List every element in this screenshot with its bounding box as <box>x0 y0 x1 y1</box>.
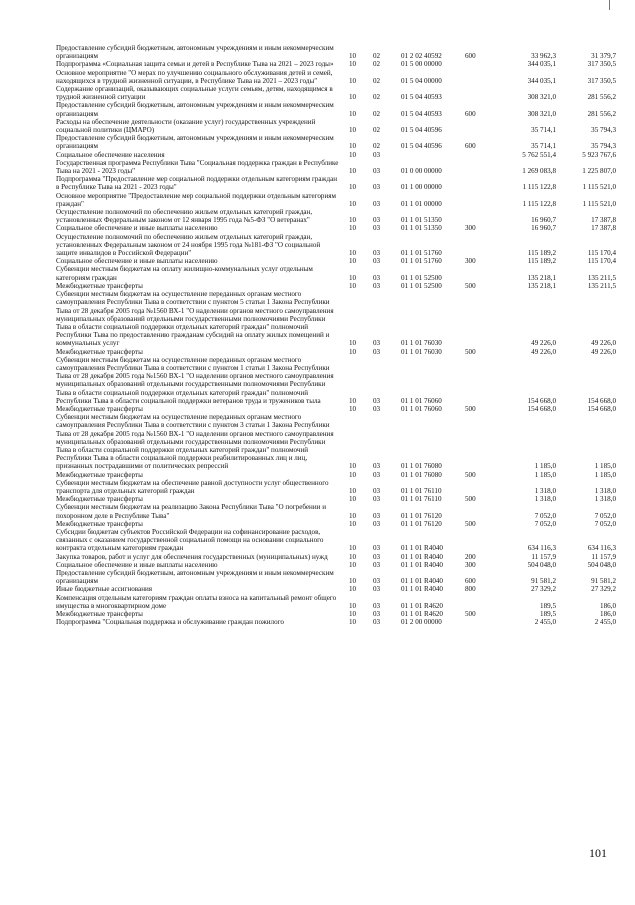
table-row <box>56 265 616 281</box>
row-subsection: 03 <box>373 199 381 208</box>
row-sum-year-2: 35 794,3 <box>591 126 616 135</box>
row-sum-year-2: 11 157,9 <box>591 552 616 561</box>
row-sum-year-2: 504 048,0 <box>587 560 616 569</box>
row-sum-year-1: 1 318,0 <box>534 495 556 504</box>
row-sum-year-1: 1 318,0 <box>534 486 556 495</box>
row-name: Основное мероприятие "О мерах по улучшению социального обслуживания детей и семей, находящихся в трудной жизненной ситуации, в Республике Тыва на 2021 – 2023 годы" <box>56 68 333 85</box>
row-sum-year-2: 634 116,3 <box>587 544 616 553</box>
table-row <box>56 495 616 503</box>
row-name: Подпрограмма "Социальная поддержка и обслуживание граждан пожилого <box>56 618 284 627</box>
row-name: Социальное обеспечение и иные выплаты населению <box>56 257 218 266</box>
row-section: 10 <box>349 396 357 405</box>
table-row <box>56 569 616 585</box>
row-name: Межбюджетные трансферты <box>56 495 143 504</box>
row-sum-year-1: 5 762 551,4 <box>522 150 556 159</box>
table-row <box>56 224 616 232</box>
row-name: Субвенции местным бюджетам на оплату жилищно-коммунальных услуг отдельным категориям граждан <box>56 265 313 282</box>
row-name: Осуществление полномочий по обеспечению жильем отдельных категорий граждан, установленных Федеральным законом от 12 января 1995 года №5-ФЗ "О ветеранах" <box>56 208 313 225</box>
table-row <box>56 503 616 519</box>
row-sum-year-2: 27 329,2 <box>591 585 616 594</box>
row-sum-year-2: 1 318,0 <box>594 495 616 504</box>
row-sum-year-1: 1 115 122,8 <box>522 183 556 192</box>
table-row <box>56 413 616 470</box>
row-subsection: 02 <box>373 126 381 135</box>
row-subsection: 03 <box>373 396 381 405</box>
row-sum-year-1: 154 668,0 <box>527 404 556 413</box>
row-expense-type: 300 <box>465 560 476 569</box>
row-section: 10 <box>349 404 357 413</box>
row-sum-year-1: 504 048,0 <box>527 560 556 569</box>
row-sum-year-2: 186,0 <box>600 610 616 619</box>
row-name: Закупка товаров, работ и услуг для обеспечения государственных (муниципальных) нужд <box>56 552 328 561</box>
row-sum-year-1: 16 960,7 <box>531 224 556 233</box>
row-sum-year-1: 33 962,3 <box>531 52 556 61</box>
row-target-article: 01 0 00 00000 <box>401 167 442 176</box>
row-sum-year-2: 186,0 <box>600 601 616 610</box>
row-target-article: 01 1 01 51350 <box>401 216 442 225</box>
row-name: Предоставление субсидий бюджетным, автономным учреждениям и иным некоммерческим организациям <box>56 569 334 586</box>
row-section: 10 <box>349 257 357 266</box>
row-name: Предоставление субсидий бюджетным, автономным учреждениям и иным некоммерческим организациям <box>56 101 334 118</box>
row-expense-type: 300 <box>465 257 476 266</box>
row-sum-year-1: 115 189,2 <box>527 249 556 258</box>
table-row <box>56 405 616 413</box>
row-target-article: 01 1 01 51760 <box>401 249 442 258</box>
row-subsection: 03 <box>373 224 381 233</box>
row-subsection: 02 <box>373 60 381 69</box>
row-target-article: 01 1 01 52500 <box>401 273 442 282</box>
row-sum-year-1: 135 218,1 <box>527 281 556 290</box>
row-target-article: 01 1 01 R4040 <box>401 585 443 594</box>
row-sum-year-2: 317 350,5 <box>587 76 616 85</box>
row-sum-year-1: 1 269 083,8 <box>522 167 556 176</box>
row-expense-type: 500 <box>465 404 476 413</box>
row-section: 10 <box>349 347 357 356</box>
row-name: Субвенции местным бюджетам на реализацию Закона Республики Тыва "О погребении и похоронном деле в Республике Тыва" <box>56 503 326 520</box>
row-section: 10 <box>349 610 357 619</box>
row-sum-year-2: 35 794,3 <box>591 142 616 151</box>
budget-table <box>56 44 616 626</box>
row-target-article: 01 1 01 R4040 <box>401 552 443 561</box>
row-target-article: 01 1 01 76110 <box>401 495 442 504</box>
row-subsection: 03 <box>373 495 381 504</box>
row-sum-year-1: 2 455,0 <box>534 618 556 627</box>
row-sum-year-2: 154 668,0 <box>587 396 616 405</box>
table-row <box>56 479 616 495</box>
row-name: Субвенции местным бюджетам на осуществление переданных органам местного самоуправления Республики Тыва в соответствии с пунктом 3 статьи 1 Закона Республики Тыва от 28 декабря 2005 года №1560 ВХ-1 "О наделении органов местного самоуправления муниципальных образований отдельными государственными полномочиями Республики Тыва в области социальной поддержки отдельных категорий граждан" полномочий Республики Тыва в области социальной поддержки реабилитированных лиц и лиц, признанных пострадавшими от политических репрессий <box>56 413 334 471</box>
row-target-article: 01 1 01 76060 <box>401 396 442 405</box>
row-target-article: 01 1 01 76120 <box>401 519 442 528</box>
table-row <box>56 85 616 101</box>
row-sum-year-2: 115 170,4 <box>587 257 616 266</box>
row-subsection: 02 <box>373 109 381 118</box>
row-expense-type: 500 <box>465 470 476 479</box>
row-name: Субвенции местным бюджетам на осуществление переданных органам местного самоуправления Республики Тыва в соответствии с пунктом 1 статьи 1 Закона Республики Тыва от 28 декабря 2005 года №1560 ВХ-1 "О наделении органов местного самоуправления муниципальных образований отдельными государственными полномочиями Республики Тыва в области социальной поддержки отдельных категорий граждан" полномочий Республики Тыва в области социальной поддержки ветеранов труда и тружеников тыла <box>56 355 334 405</box>
row-subsection: 03 <box>373 249 381 258</box>
row-sum-year-1: 1 115 122,8 <box>522 199 556 208</box>
row-subsection: 03 <box>373 552 381 561</box>
row-target-article: 01 1 01 76110 <box>401 486 442 495</box>
row-sum-year-2: 7 052,0 <box>594 519 616 528</box>
row-sum-year-1: 308 321,0 <box>527 93 556 102</box>
row-subsection: 03 <box>373 560 381 569</box>
row-subsection: 03 <box>373 601 381 610</box>
row-sum-year-1: 49 226,0 <box>531 339 556 348</box>
row-name: Межбюджетные трансферты <box>56 470 143 479</box>
row-subsection: 03 <box>373 577 381 586</box>
row-sum-year-1: 344 035,1 <box>527 60 556 69</box>
table-row <box>56 175 616 191</box>
row-subsection: 03 <box>373 470 381 479</box>
row-sum-year-2: 1 115 521,0 <box>582 199 616 208</box>
row-subsection: 02 <box>373 93 381 102</box>
row-sum-year-2: 5 923 767,6 <box>582 150 616 159</box>
row-expense-type: 600 <box>465 142 476 151</box>
row-expense-type: 500 <box>465 610 476 619</box>
row-sum-year-2: 317 350,5 <box>587 60 616 69</box>
row-sum-year-1: 11 157,9 <box>531 552 556 561</box>
table-row <box>56 208 616 224</box>
row-section: 10 <box>349 249 357 258</box>
table-row <box>56 553 616 561</box>
row-subsection: 03 <box>373 610 381 619</box>
row-name: Подпрограмма «Социальная защита семьи и детей в Республике Тыва на 2021 – 2023 годы» <box>56 60 334 69</box>
row-target-article: 01 5 04 40593 <box>401 93 442 102</box>
row-sum-year-1: 27 329,2 <box>531 585 556 594</box>
row-subsection: 03 <box>373 544 381 553</box>
row-section: 10 <box>349 511 357 520</box>
row-target-article: 01 1 01 52500 <box>401 281 442 290</box>
row-target-article: 01 1 01 R4040 <box>401 577 443 586</box>
row-section: 10 <box>349 93 357 102</box>
row-name: Субвенции местным бюджетам на обеспечение равной доступности услуг общественного транспорта для отдельных категорий граждан <box>56 478 329 495</box>
row-subsection: 03 <box>373 618 381 627</box>
row-name: Расходы на обеспечение деятельности (оказание услуг) государственных учреждений социальной политики (ЦМАРО) <box>56 117 316 135</box>
row-target-article: 01 1 01 51350 <box>401 224 442 233</box>
row-sum-year-1: 7 052,0 <box>534 519 556 528</box>
row-name: Межбюджетные трансферты <box>56 610 143 619</box>
row-section: 10 <box>349 126 357 135</box>
row-subsection: 03 <box>373 519 381 528</box>
row-sum-year-2: 1 318,0 <box>594 486 616 495</box>
row-sum-year-1: 7 052,0 <box>534 511 556 520</box>
row-section: 10 <box>349 552 357 561</box>
row-sum-year-2: 135 211,5 <box>587 273 616 282</box>
row-target-article: 01 5 04 40593 <box>401 109 442 118</box>
row-section: 10 <box>349 216 357 225</box>
row-sum-year-1: 189,5 <box>540 610 556 619</box>
row-sum-year-1: 135 218,1 <box>527 273 556 282</box>
row-sum-year-2: 1 225 807,0 <box>582 167 616 176</box>
row-name: Субсидии бюджетам субъектов Российской Федерации на софинансирование расходов, связанных с оказанием государственной социальной помощи на основании социального контракта отдельным категориям граждан <box>56 527 324 553</box>
row-subsection: 03 <box>373 585 381 594</box>
table-row <box>56 610 616 618</box>
row-target-article: 01 1 01 R4620 <box>401 601 443 610</box>
table-row <box>56 282 616 290</box>
table-row <box>56 561 616 569</box>
table-row <box>56 348 616 356</box>
row-section: 10 <box>349 462 357 471</box>
row-name: Межбюджетные трансферты <box>56 281 143 290</box>
row-subsection: 02 <box>373 52 381 61</box>
row-sum-year-1: 1 185,0 <box>534 462 556 471</box>
row-name: Основное мероприятие "Предоставление мер социальной поддержки отдельным категориям граждан" <box>56 191 337 208</box>
row-section: 10 <box>349 618 357 627</box>
row-section: 10 <box>349 560 357 569</box>
row-section: 10 <box>349 199 357 208</box>
row-sum-year-2: 1 115 521,0 <box>582 183 616 192</box>
row-section: 10 <box>349 109 357 118</box>
row-sum-year-1: 35 714,1 <box>531 142 556 151</box>
row-section: 10 <box>349 577 357 586</box>
row-subsection: 03 <box>373 257 381 266</box>
row-sum-year-2: 115 170,4 <box>587 249 616 258</box>
row-section: 10 <box>349 486 357 495</box>
table-row <box>56 44 616 60</box>
row-sum-year-1: 634 116,3 <box>527 544 556 553</box>
row-expense-type: 500 <box>465 519 476 528</box>
row-sum-year-1: 35 714,1 <box>531 126 556 135</box>
row-expense-type: 600 <box>465 577 476 586</box>
row-target-article: 01 1 01 76030 <box>401 339 442 348</box>
row-name: Предоставление субсидий бюджетным, автономным учреждениям и иным некоммерческим организациям <box>56 44 334 61</box>
table-row <box>56 594 616 610</box>
row-sum-year-2: 7 052,0 <box>594 511 616 520</box>
row-sum-year-2: 1 185,0 <box>594 462 616 471</box>
row-sum-year-1: 91 581,2 <box>531 577 556 586</box>
table-row <box>56 356 616 405</box>
row-target-article: 01 1 01 00000 <box>401 199 442 208</box>
table-row <box>56 585 616 593</box>
row-expense-type: 800 <box>465 585 476 594</box>
row-target-article: 01 5 04 00000 <box>401 76 442 85</box>
row-subsection: 03 <box>373 183 381 192</box>
row-expense-type: 500 <box>465 347 476 356</box>
row-sum-year-1: 344 035,1 <box>527 76 556 85</box>
row-section: 10 <box>349 519 357 528</box>
table-row <box>56 618 616 626</box>
table-row <box>56 192 616 208</box>
row-name: Межбюджетные трансферты <box>56 347 143 356</box>
row-subsection: 03 <box>373 347 381 356</box>
row-name: Межбюджетные трансферты <box>56 519 143 528</box>
row-name: Предоставление субсидий бюджетным, автономным учреждениям и иным некоммерческим организациям <box>56 134 334 151</box>
row-subsection: 03 <box>373 339 381 348</box>
row-target-article: 01 2 02 40592 <box>401 52 442 61</box>
row-sum-year-1: 1 185,0 <box>534 470 556 479</box>
row-section: 10 <box>349 60 357 69</box>
page-number: 101 <box>589 846 607 860</box>
row-sum-year-1: 154 668,0 <box>527 396 556 405</box>
table-row <box>56 69 616 85</box>
table-row <box>56 520 616 528</box>
table-row <box>56 101 616 117</box>
row-section: 10 <box>349 585 357 594</box>
table-row <box>56 159 616 175</box>
row-name: Социальное обеспечение населения <box>56 150 165 159</box>
row-subsection: 03 <box>373 462 381 471</box>
row-sum-year-1: 16 960,7 <box>531 216 556 225</box>
row-name: Социальное обеспечение и иные выплаты населению <box>56 560 218 569</box>
row-expense-type: 500 <box>465 281 476 290</box>
row-section: 10 <box>349 544 357 553</box>
row-section: 10 <box>349 167 357 176</box>
row-target-article: 01 1 01 R4040 <box>401 544 443 553</box>
table-row <box>56 60 616 68</box>
row-section: 10 <box>349 52 357 61</box>
row-section: 10 <box>349 224 357 233</box>
row-section: 10 <box>349 183 357 192</box>
row-target-article: 01 1 01 76080 <box>401 470 442 479</box>
table-row <box>56 151 616 159</box>
row-expense-type: 600 <box>465 52 476 61</box>
table-row <box>56 290 616 347</box>
row-expense-type: 200 <box>465 552 476 561</box>
row-target-article: 01 5 04 40596 <box>401 142 442 151</box>
row-subsection: 02 <box>373 76 381 85</box>
row-subsection: 03 <box>373 273 381 282</box>
row-section: 10 <box>349 76 357 85</box>
scan-edge-mark <box>609 0 610 10</box>
row-expense-type: 300 <box>465 224 476 233</box>
row-sum-year-2: 49 226,0 <box>591 339 616 348</box>
row-subsection: 02 <box>373 142 381 151</box>
row-target-article: 01 1 01 51760 <box>401 257 442 266</box>
table-row <box>56 233 616 258</box>
row-name: Государственная программа Республики Тыва "Социальная поддержка граждан в Республике Тыва на 2021 - 2023 годы" <box>56 158 339 176</box>
row-target-article: 01 1 01 76120 <box>401 511 442 520</box>
row-sum-year-2: 91 581,2 <box>591 577 616 586</box>
row-sum-year-1: 189,5 <box>540 601 556 610</box>
row-name: Социальное обеспечение и иные выплаты населению <box>56 224 218 233</box>
row-sum-year-1: 49 226,0 <box>531 347 556 356</box>
row-target-article: 01 5 04 40596 <box>401 126 442 135</box>
row-name: Межбюджетные трансферты <box>56 404 143 413</box>
row-name: Компенсация отдельным категориям граждан оплаты взноса на капитальный ремонт общего имущества в многоквартирном доме <box>56 593 337 610</box>
row-sum-year-2: 17 387,8 <box>591 224 616 233</box>
row-sum-year-2: 17 387,8 <box>591 216 616 225</box>
row-name: Иные бюджетные ассигнования <box>56 585 153 594</box>
row-name: Осуществление полномочий по обеспечению жильем отдельных категорий граждан, установленных Федеральным законом от 24 ноября 1995 года №181-ФЗ "О социальной защите инвалидов в Российской Федерации" <box>56 232 321 258</box>
row-section: 10 <box>349 339 357 348</box>
row-section: 10 <box>349 281 357 290</box>
row-section: 10 <box>349 142 357 151</box>
table-row <box>56 257 616 265</box>
row-sum-year-1: 115 189,2 <box>527 257 556 266</box>
row-section: 10 <box>349 495 357 504</box>
row-target-article: 01 1 00 00000 <box>401 183 442 192</box>
row-subsection: 03 <box>373 486 381 495</box>
row-sum-year-2: 49 226,0 <box>591 347 616 356</box>
table-row <box>56 118 616 134</box>
row-expense-type: 600 <box>465 109 476 118</box>
row-section: 10 <box>349 273 357 282</box>
row-section: 10 <box>349 601 357 610</box>
row-subsection: 03 <box>373 150 381 159</box>
row-name: Подпрограмма "Предоставление мер социальной поддержки отдельным категориям граждан в Республике Тыва на 2021 - 2023 годы" <box>56 175 338 192</box>
table-row <box>56 528 616 553</box>
row-subsection: 03 <box>373 167 381 176</box>
row-target-article: 01 5 00 00000 <box>401 60 442 69</box>
row-name: Субвенции местным бюджетам на осуществление переданных органам местного самоуправления Республики Тыва в соответствии с пунктом 5 статьи 1 Закона Республики Тыва от 28 декабря 2005 года №1560 ВХ-1 "О наделении органов местного самоуправления муниципальных образований отдельными государственными полномочиями Республики Тыва в области социальной поддержки отдельных категорий граждан" полномочий Республики Тыва по предоставлению гражданам субсидий на оплату жилых помещений и коммунальных услуг <box>56 290 334 348</box>
table-row <box>56 471 616 479</box>
row-subsection: 03 <box>373 281 381 290</box>
row-section: 10 <box>349 150 357 159</box>
row-sum-year-2: 281 556,2 <box>587 93 616 102</box>
row-sum-year-2: 281 556,2 <box>587 109 616 118</box>
row-section: 10 <box>349 470 357 479</box>
row-sum-year-2: 31 379,7 <box>591 52 616 61</box>
table-row <box>56 134 616 150</box>
row-sum-year-2: 135 211,5 <box>587 281 616 290</box>
row-expense-type: 500 <box>465 495 476 504</box>
row-target-article: 01 1 01 R4040 <box>401 560 443 569</box>
row-subsection: 03 <box>373 216 381 225</box>
row-sum-year-2: 154 668,0 <box>587 404 616 413</box>
row-subsection: 03 <box>373 404 381 413</box>
row-sum-year-1: 308 321,0 <box>527 109 556 118</box>
row-target-article: 01 1 01 R4620 <box>401 610 443 619</box>
row-target-article: 01 1 01 76060 <box>401 404 442 413</box>
row-subsection: 03 <box>373 511 381 520</box>
row-target-article: 01 1 01 76030 <box>401 347 442 356</box>
row-sum-year-2: 2 455,0 <box>594 618 616 627</box>
row-name: Содержание организаций, оказывающих социальные услуги семьям, детям, находящимся в трудной жизненной ситуации <box>56 85 333 102</box>
row-sum-year-2: 1 185,0 <box>594 470 616 479</box>
row-target-article: 01 2 00 00000 <box>401 618 442 627</box>
row-target-article: 01 1 01 76080 <box>401 462 442 471</box>
